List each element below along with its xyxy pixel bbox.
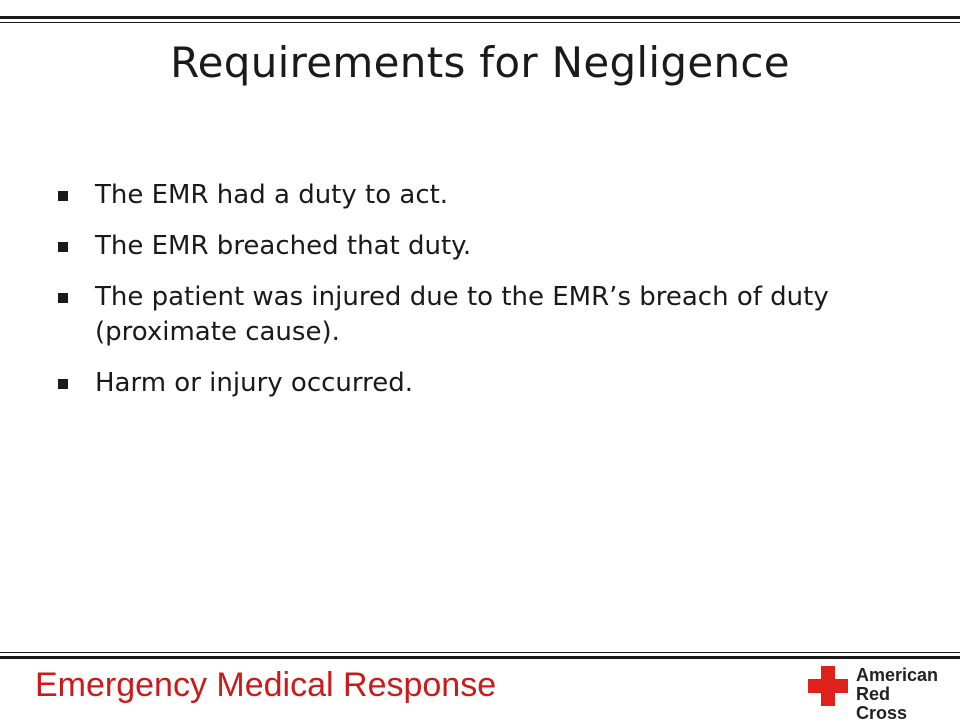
square-bullet-icon: [58, 379, 68, 389]
bottom-rule-thin: [0, 652, 960, 653]
american-red-cross-logo: [806, 664, 946, 723]
square-bullet-icon: [58, 191, 68, 201]
bullet-list: [58, 178, 898, 417]
bottom-rule-thick: [0, 656, 960, 659]
bullet-text: The EMR breached that duty.: [95, 231, 472, 261]
bullet-item: [58, 229, 898, 264]
bullet-text: Harm or injury occurred.: [95, 368, 414, 398]
red-cross-icon: [806, 664, 850, 708]
logo-wordmark: [856, 666, 946, 723]
bullet-text: The patient was injured due to the EMR’s breach of duty (proximate cause).: [95, 282, 829, 347]
square-bullet-icon: [58, 242, 68, 252]
bullet-item: [58, 280, 898, 350]
bullet-item: [58, 366, 898, 401]
top-rule-thick: [0, 16, 960, 19]
slide-title: Requirements for Negligence: [170, 38, 790, 87]
top-rule-thin: [0, 22, 960, 23]
logo-line-1: American: [856, 665, 939, 685]
footer-course-name: Emergency Medical Response: [35, 666, 497, 704]
square-bullet-icon: [58, 293, 68, 303]
bullet-item: [58, 178, 898, 213]
bullet-text: The EMR had a duty to act.: [95, 180, 449, 210]
logo-line-2: Red Cross: [856, 684, 908, 723]
